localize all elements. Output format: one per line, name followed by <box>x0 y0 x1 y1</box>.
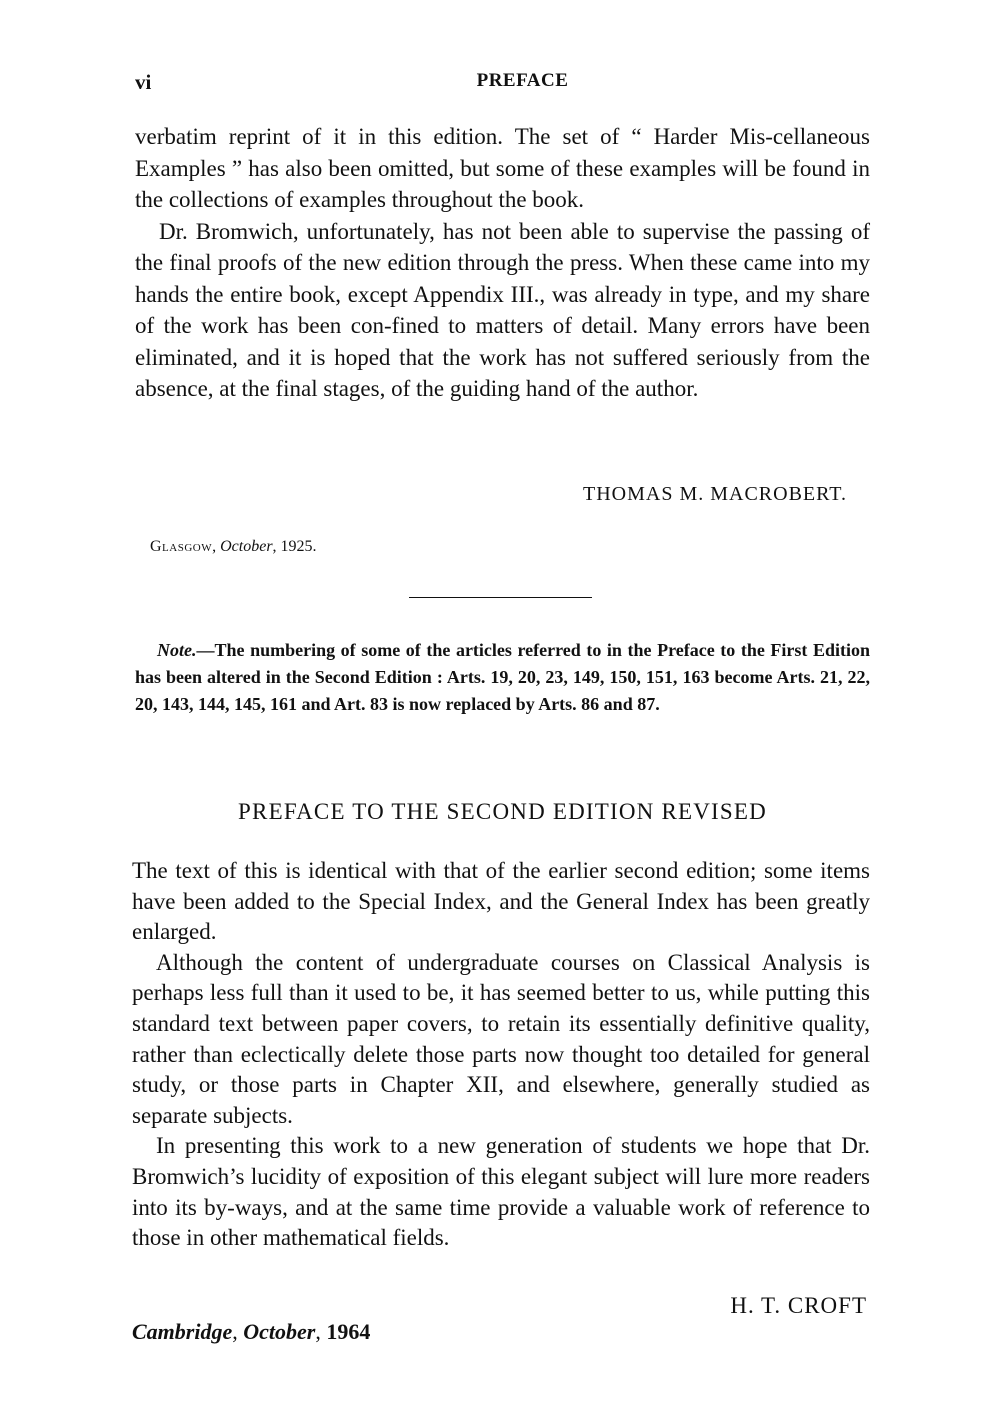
dateline-glasgow: Glasgow, October, 1925. <box>150 538 317 555</box>
dateline-cambridge: Cambridge, October, 1964 <box>132 1319 371 1344</box>
numbering-note <box>135 637 870 718</box>
dateline-month: October <box>220 538 273 555</box>
paragraph: Although the content of undergraduate courses on Classical Analysis is perhaps less full than it used to be, it has seemed better to us, while putting this standard text between paper covers, to retain its essentially definitive quality, rather than eclectically delete those parts now thought too detailed for general study, or those parts in Chapter XII, and elsewhere, generally studied as separate subjects. <box>132 949 870 1128</box>
page-number: vi <box>135 70 152 94</box>
second-edition-preface <box>132 856 870 1254</box>
running-head-title: PREFACE <box>476 70 569 91</box>
paragraph: verbatim reprint of it in this edition. The set of “ Harder Mis-cellaneous Examples ” has also been omitted, but some of these examples will be found in the collections of examples throughout the book. <box>135 124 870 212</box>
note-label: Note. <box>157 640 197 660</box>
section-title: PREFACE TO THE SECOND EDITION REVISED <box>238 799 767 824</box>
paragraph: In presenting this work to a new generation of students we hope that Dr. Bromwich’s lucidity of exposition of this elegant subject will lure more readers into its by-ways, and at the same time provide a valuable work of reference to those in other mathematical fields. <box>132 1133 870 1251</box>
paragraph: The text of this is identical with that of the earlier second edition; some items have been added to the Special Index, and the General Index has been greatly enlarged. <box>132 858 870 945</box>
dateline-place: Glasgow <box>150 538 213 555</box>
first-edition-preface-continuation <box>135 121 870 405</box>
dateline-year: 1925. <box>280 538 317 555</box>
note-text: —The numbering of some of the articles referred to in the Preface to the First Edition has been altered in the Second Edition : Arts. 19, 20, 23, 149, 150, 151, 163 become Arts. 21, 22, 20, 143, 144, 145, 161 and Art. 83 is now replaced by Arts. 86 and 87. <box>135 640 870 714</box>
dateline-place: Cambridge <box>132 1319 233 1344</box>
dateline-month: October <box>243 1319 316 1344</box>
dateline-year: 1964 <box>326 1319 371 1344</box>
running-head <box>135 70 870 102</box>
paragraph: Dr. Bromwich, unfortunately, has not been able to supervise the passing of the final proofs of the new edition through the press. When these came into my hands the entire book, except Appendix III., was already in type, and my share of the work has been con-fined to matters of detail. Many errors have been eliminated, and it is hoped that the work has not suffered seriously from the absence, at the final stages, of the guiding hand of the author. <box>135 218 870 401</box>
section-divider <box>409 597 592 598</box>
signature-macrobert: THOMAS M. MACROBERT. <box>582 483 847 505</box>
signature-croft: H. T. CROFT <box>730 1293 867 1318</box>
